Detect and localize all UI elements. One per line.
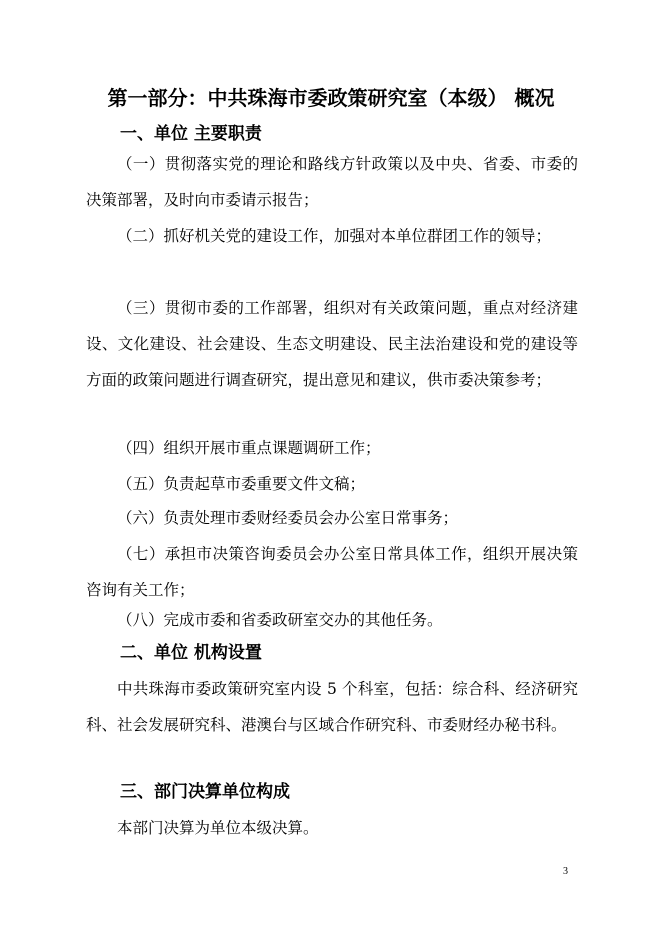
paragraph: （八）完成市委和省委政研室交办的其他任务。: [117, 611, 443, 629]
paragraph: （二）抓好机关党的建设工作，加强对本单位群团工作的领导；: [117, 227, 552, 245]
paragraph: （六）负责处理市委财经委员会办公室日常事务；: [117, 509, 459, 527]
section-heading-composition: 三、部门决算单位构成: [120, 782, 290, 802]
paragraph: 中共珠海市委政策研究室内设 5 个科室，包括：综合科、经济研究科、社会发展研究科、港澳台与区域合作研究科、市委财经办秘书科。: [86, 680, 578, 734]
paragraph: （三）贯彻市委的工作部署，组织对有关政策问题，重点对经济建设、文化建设、社会建设、生态文明建设、民主法治建设和党的建设等方面的政策问题进行调查研究，提出意见和建议，供市委决策参考；: [86, 299, 578, 389]
page-number: 3: [563, 866, 568, 877]
paragraph: （一）贯彻落实党的理论和路线方针政策以及中央、省委、市委的决策部署，及时向市委请示报告；: [86, 155, 578, 209]
paragraph: （四）组织开展市重点课题调研工作；: [117, 439, 381, 457]
section-heading-duties: 一、单位 主要职责: [120, 124, 262, 144]
paragraph: 本部门决算为单位本级决算。: [117, 819, 319, 837]
section-heading-structure: 二、单位 机构设置: [120, 643, 262, 663]
paragraph: （五）负责起草市委重要文件文稿；: [117, 475, 366, 493]
paragraph: （七）承担市决策咨询委员会办公室日常具体工作，组织开展决策咨询有关工作；: [86, 545, 578, 599]
page-title: 第一部分：中共珠海市委政策研究室（本级） 概况: [107, 86, 555, 110]
